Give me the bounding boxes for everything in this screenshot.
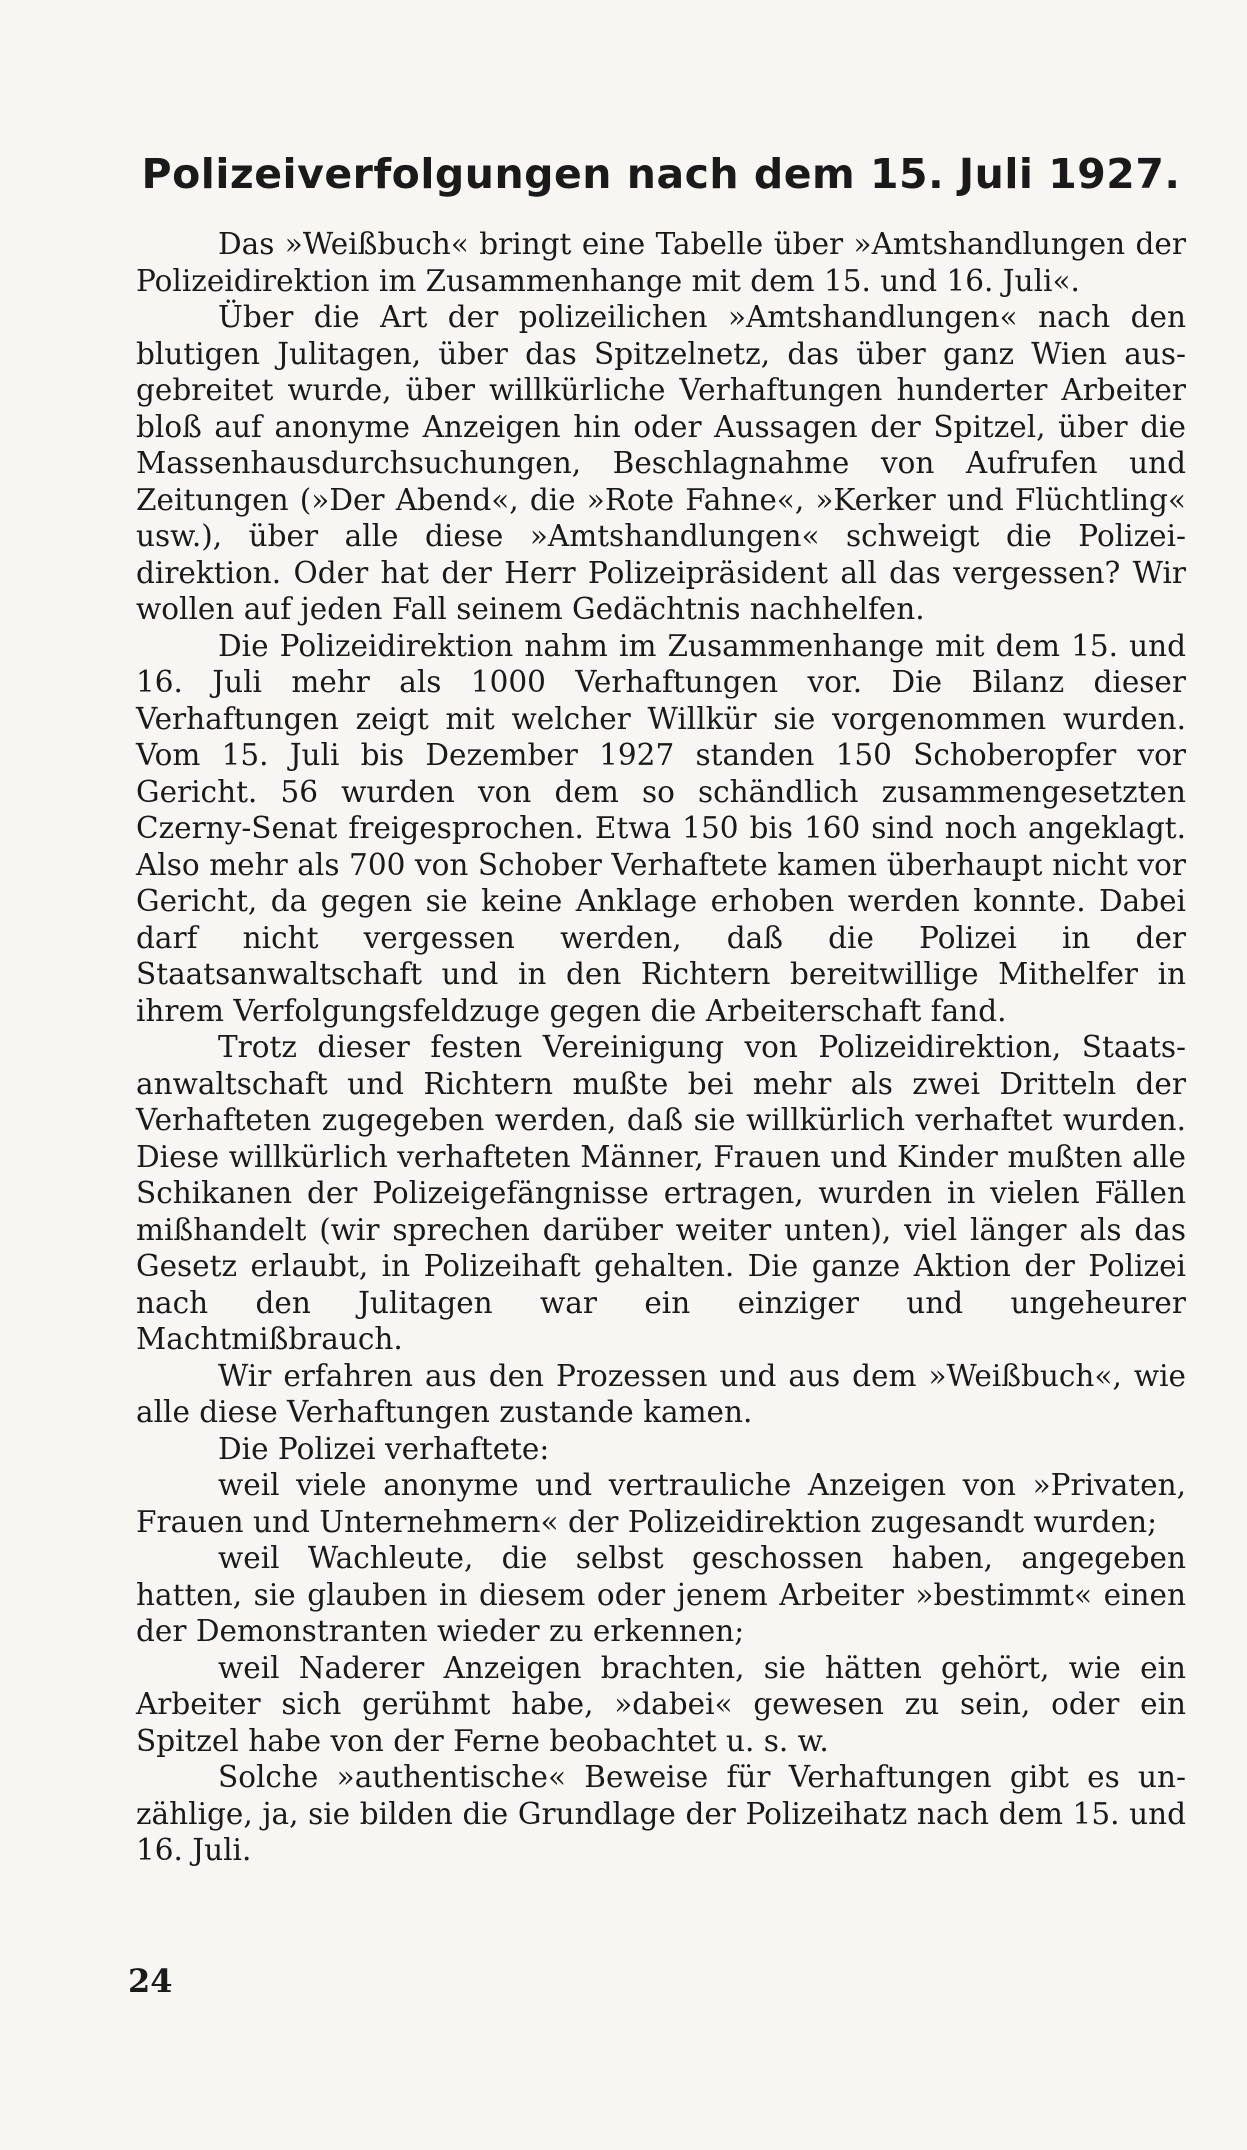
page-body [136,150,1186,1869]
page-number: 24 [128,1962,173,2000]
list-item: weil Naderer Anzeigen brachten, sie hätten gehört, wie ein Arbeiter sich gerühmt habe, »dabei« gewesen zu sein, oder ein Spitzel habe von der Ferne beobachtet u. s. w. [136,1650,1186,1758]
paragraph: Die Polizei verhaftete: [218,1431,550,1466]
paragraph: Solche »authentische« Beweise für Verhaftungen gibt es unzählige, ja, sie bilden die Grundlage der Polizeihatz nach dem 15. und 16. Juli. [136,1760,1186,1867]
page-title: Polizeiverfolgungen nach dem 15. Juli 1927. [141,150,1181,198]
paragraph: Das »Weißbuch« bringt eine Tabelle über »Amtshandlungen der Polizeidirektion im Zusammenhange mit dem 15. und 16. Juli«. [136,227,1186,298]
paragraph: Die Polizeidirektion nahm im Zusammenhange mit dem 15. und 16. Juli mehr als 1000 Verhaftungen vor. Die Bilanz dieser Verhaftungen zeigt mit welcher Willkür sie vorgenommen wurden. Vom 15. Juli bis Dezember 1927 standen 150 Schoberopfer vor Gericht. 56 wurden von dem so schändlich zusammengesetzten Czerny-Senat freigesprochen. Etwa 150 bis 160 sind noch angeklagt. Also mehr als 700 von Schober Verhaftete kamen überhaupt nicht vor Gericht, da gegen sie keine Anklage erhoben werden konnte. Dabei darf nicht vergessen werden, daß die Polizei in der Staatsanwaltschaft und in den Richtern bereitwillige Mithelfer in ihrem Verfolgungsfeldzuge gegen die Arbeiterschaft fand. [136,628,1186,1028]
list-item: weil viele anonyme und vertrauliche Anzeigen von »Privaten, Frauen und Unternehmern« der Polizeidirektion zugesandt wurden; [136,1468,1186,1539]
paragraph: Wir erfahren aus den Prozessen und aus dem »Weißbuch«, wie alle diese Verhaftungen zustande kamen. [136,1358,1186,1429]
paragraph: Über die Art der polizeilichen »Amtshandlungen« nach den blutigen Julitagen, über das Spitzelnetz, das über ganz Wien ausgebreitet wurde, über willkürliche Verhaftungen hunderter Arbeiter bloß auf anonyme Anzeigen hin oder Aussagen der Spitzel, über die Massenhausdurchsuchungen, Beschlagnahme von Aufrufen und Zeitungen (»Der Abend«, die »Rote Fahne«, »Kerker und Flüchtling« usw.), über alle diese »Amtshandlungen« schweigt die Polizeidirektion. Oder hat der Herr Polizeipräsident all das vergessen? Wir wollen auf jeden Fall seinem Gedächtnis nachhelfen. [136,300,1186,626]
paragraph: Trotz dieser festen Vereinigung von Polizeidirektion, Staatsanwaltschaft und Richtern mußte bei mehr als zwei Dritteln der Verhafteten zugegeben werden, daß sie willkürlich verhaftet wurden. Diese willkürlich verhafteten Männer, Frauen und Kinder mußten alle Schikanen der Polizeigefängnisse ertragen, wurden in vielen Fällen mißhandelt (wir sprechen darüber weiter unten), viel länger als das Gesetz erlaubt, in Polizeihaft gehalten. Die ganze Aktion der Polizei nach den Julitagen war ein einziger und ungeheurer Machtmißbrauch. [136,1030,1186,1356]
list-item: weil Wachleute, die selbst geschossen haben, angegeben hatten, sie glauben in diesem oder jenem Arbeiter »bestimmt« einen der Demonstranten wieder zu erkennen; [136,1541,1186,1648]
